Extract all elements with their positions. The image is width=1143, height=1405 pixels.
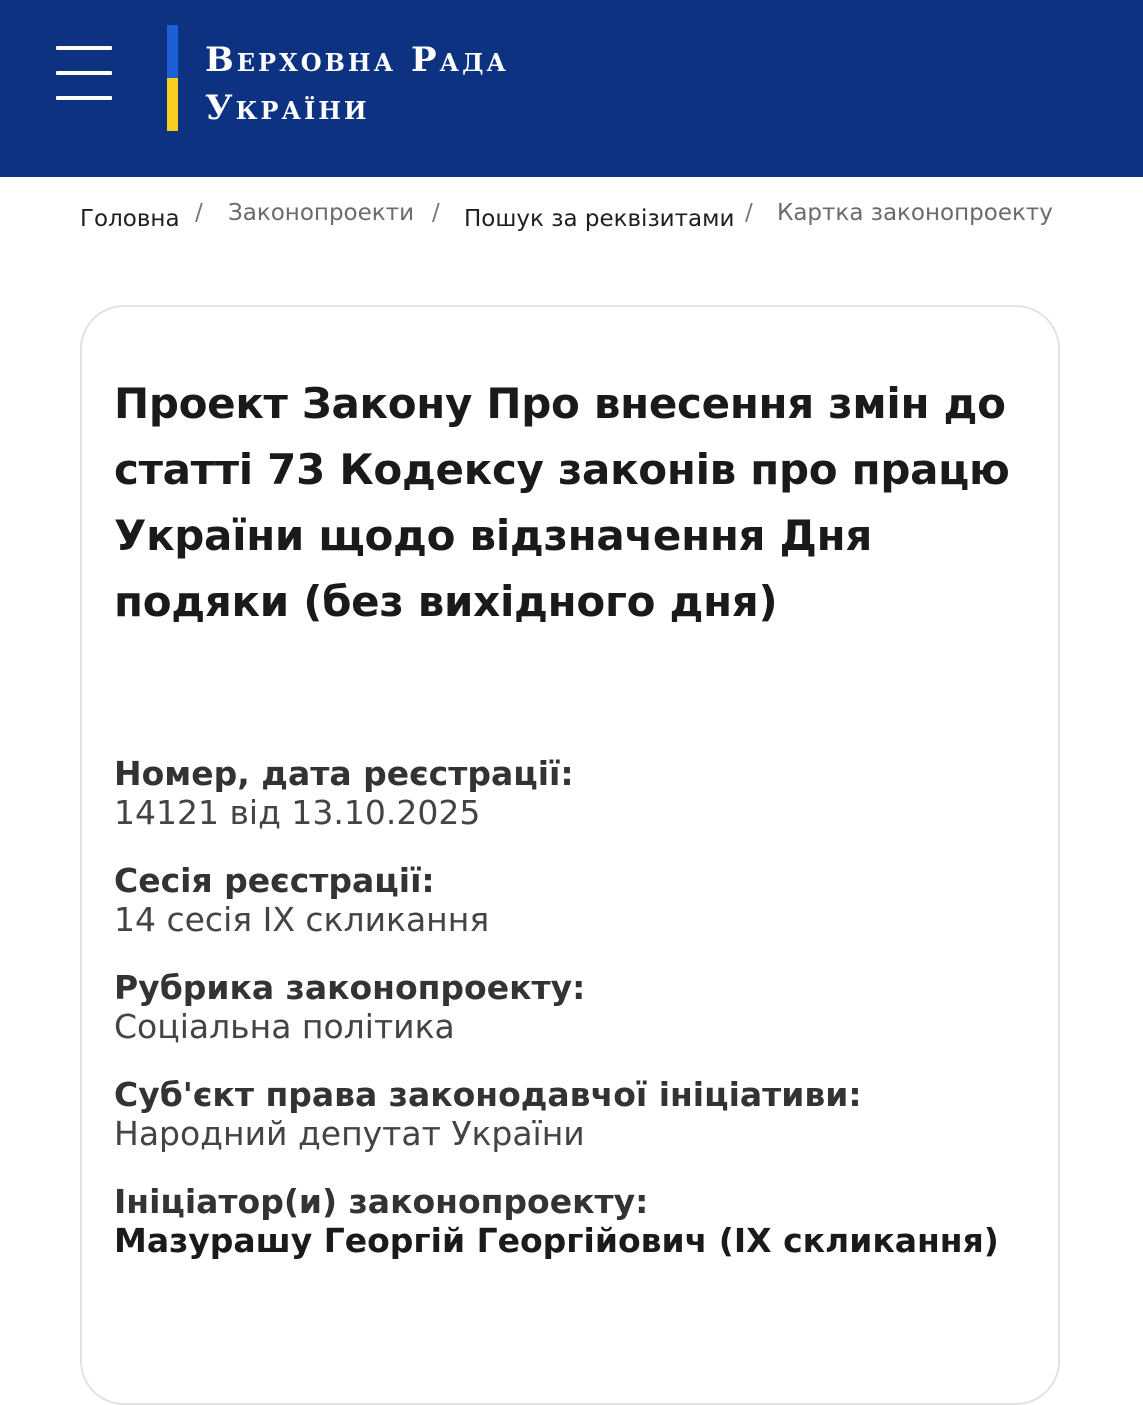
bill-card bbox=[80, 305, 1060, 1405]
field-label: Номер, дата реєстрації: bbox=[114, 754, 574, 793]
field-initiators bbox=[114, 1183, 1034, 1261]
site-logo[interactable] bbox=[205, 36, 509, 132]
breadcrumb-separator: / bbox=[195, 200, 203, 226]
breadcrumb-separator: / bbox=[432, 200, 440, 226]
field-label: Рубрика законопроекту: bbox=[114, 968, 586, 1007]
flag-yellow-stripe bbox=[167, 78, 178, 131]
site-header bbox=[0, 0, 1143, 177]
field-value: Соціальна політика bbox=[114, 1007, 455, 1046]
field-value: Народний депутат України bbox=[114, 1114, 585, 1153]
field-value: 14 сесія IX скликання bbox=[114, 900, 490, 939]
field-label: Ініціатор(и) законопроекту: bbox=[114, 1182, 649, 1221]
logo-line-2: України bbox=[205, 88, 370, 128]
field-registration-number bbox=[114, 755, 1034, 833]
field-initiative-subject bbox=[114, 1076, 1034, 1154]
breadcrumb-current: Картка законопроекту bbox=[777, 200, 1053, 226]
flag-blue-stripe bbox=[167, 25, 178, 78]
field-bill-category bbox=[114, 969, 1034, 1047]
menu-icon-line-bottom bbox=[56, 96, 112, 100]
menu-icon[interactable] bbox=[56, 46, 112, 104]
breadcrumb-search-link[interactable]: Пошук за реквізитами bbox=[464, 206, 735, 232]
breadcrumb-bills-link[interactable]: Законопроекти bbox=[228, 200, 415, 226]
menu-icon-line-middle bbox=[56, 71, 112, 75]
flag-icon bbox=[167, 25, 178, 131]
breadcrumb bbox=[80, 198, 1080, 238]
breadcrumb-home-link[interactable]: Головна bbox=[80, 206, 180, 232]
initiator-link[interactable]: Мазурашу Георгій Георгійович (IX скликання) bbox=[114, 1221, 999, 1260]
breadcrumb-separator: / bbox=[745, 200, 753, 226]
field-registration-session bbox=[114, 862, 1034, 940]
menu-icon-line-top bbox=[56, 46, 112, 50]
logo-line-1: Верховна Рада bbox=[205, 40, 509, 80]
bill-title: Проект Закону Про внесення змін до статті 73 Кодексу законів про працю України щодо відзначення Дня подяки (без вихідного дня) bbox=[114, 379, 1010, 626]
field-label: Сесія реєстрації: bbox=[114, 861, 435, 900]
field-label: Суб'єкт права законодавчої ініціативи: bbox=[114, 1075, 862, 1114]
field-value: 14121 від 13.10.2025 bbox=[114, 793, 481, 832]
